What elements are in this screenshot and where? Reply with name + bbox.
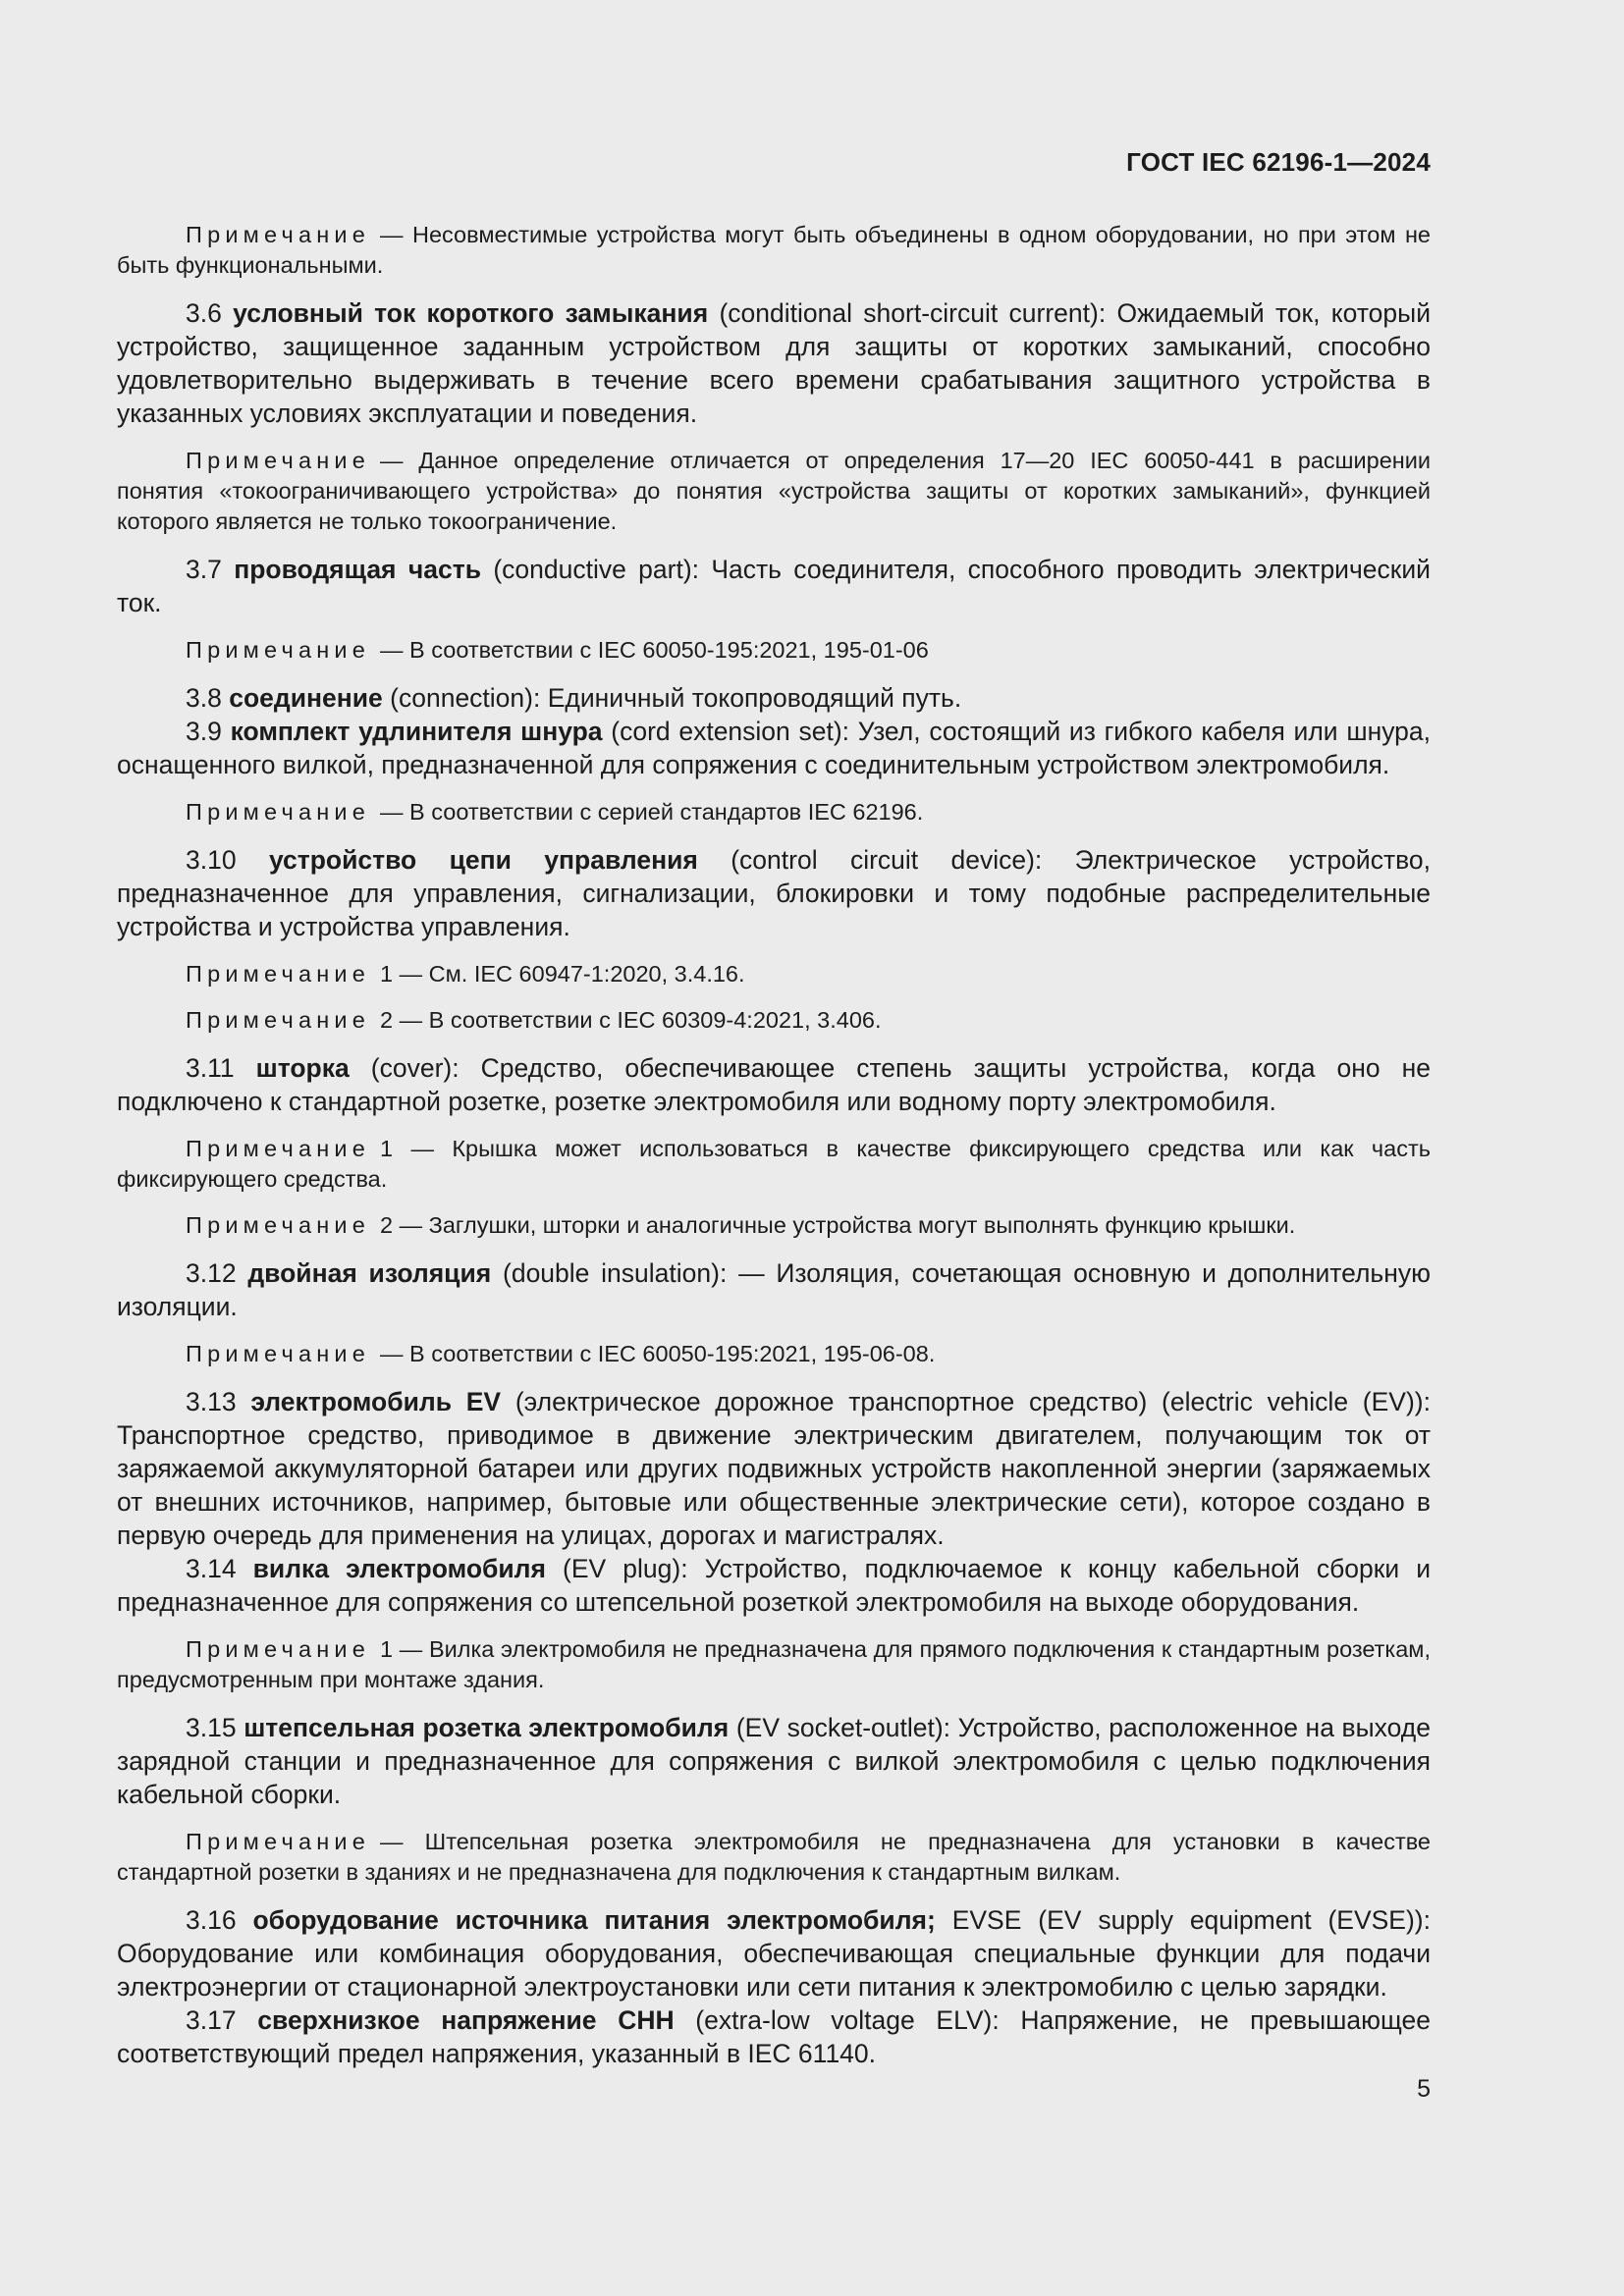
- note-label: Примечание: [186, 961, 371, 987]
- note-label: Примечание: [186, 1136, 371, 1161]
- note-paragraph: [117, 1339, 1431, 1369]
- definition-text: (conductive part): Часть соединителя, способного проводить электрический ток.: [117, 555, 1431, 617]
- clause-number: 3.10: [186, 845, 237, 875]
- note-text: — Данное определение отличается от определения 17—20 IEC 60050-441 в расширении понятия «токоограничивающего устройства» до понятия «устройства защиты от коротких замыканий», функцией которого является не только токоограничение.: [117, 448, 1431, 534]
- clause-number: 3.16: [186, 1905, 237, 1935]
- note-label: Примечание: [186, 799, 371, 825]
- defined-term: комплект удлинителя шнура: [230, 717, 603, 746]
- note-paragraph: [117, 797, 1431, 828]
- note-label: Примечание: [186, 1829, 371, 1854]
- clause-number: 3.15: [186, 1713, 237, 1742]
- definition-paragraph: [117, 843, 1431, 943]
- clause-number: 3.8: [186, 683, 222, 713]
- note-label: Примечание: [186, 637, 371, 663]
- defined-term: штепсельная розетка электромобиля: [244, 1713, 730, 1742]
- definition-paragraph: [117, 1903, 1431, 2003]
- note-text: — Несовместимые устройства могут быть объединены в одном оборудовании, но при этом не быть функциональными.: [117, 222, 1431, 278]
- defined-term: соединение: [229, 683, 383, 713]
- definition-paragraph: [117, 1552, 1431, 1619]
- note-paragraph: [117, 220, 1431, 281]
- definition-text: (connection): Единичный токопроводящий путь.: [390, 683, 962, 713]
- note-label: Примечание: [186, 1341, 371, 1366]
- note-label: Примечание: [186, 1212, 371, 1238]
- definition-paragraph: [117, 296, 1431, 430]
- note-paragraph: [117, 446, 1431, 537]
- definition-paragraph: [117, 1051, 1431, 1118]
- note-text: — Вилка электромобиля не предназначена для прямого подключения к стандартным розеткам, предусмотренным при монтаже здания.: [117, 1636, 1431, 1692]
- clause-number: 3.11: [186, 1053, 235, 1083]
- defined-term: электромобиль EV: [250, 1387, 502, 1416]
- document-body: [117, 220, 1431, 2070]
- note-text: — В соответствии с IEC 60309-4:2021, 3.406.: [399, 1007, 882, 1033]
- note-paragraph: [117, 959, 1431, 989]
- note-number: 1: [380, 961, 394, 987]
- note-number: 2: [380, 1212, 394, 1238]
- note-paragraph: [117, 1634, 1431, 1695]
- clause-number: 3.9: [186, 717, 222, 746]
- note-label: Примечание: [186, 1007, 371, 1033]
- note-paragraph: [117, 635, 1431, 666]
- definition-paragraph: [117, 681, 1431, 715]
- defined-term: устройство цепи управления: [268, 845, 698, 875]
- note-number: 1: [380, 1136, 394, 1161]
- note-label: Примечание: [186, 1636, 371, 1662]
- definition-text: (EV socket-outlet): Устройство, расположенное на выходе зарядной станции и предназначенное для сопряжения с вилкой электромобиля с целью подключения кабельной сборки.: [117, 1713, 1431, 1809]
- defined-term: проводящая часть: [234, 555, 481, 584]
- note-paragraph: [117, 1005, 1431, 1036]
- definition-text: (conditional short-circuit current): Ожидаемый ток, который устройство, защищенное заданным устройством для защиты от коротких замыканий, способно удовлетворительно выдерживать в течение всего времени срабатывания защитного устройства в указанных условиях эксплуатации и поведения.: [117, 298, 1432, 428]
- note-text: — В соответствии с серией стандартов IEC 62196.: [380, 799, 924, 825]
- definition-paragraph: [117, 1711, 1431, 1811]
- clause-number: 3.14: [186, 1554, 237, 1583]
- definition-text: (электрическое дорожное транспортное средство) (electric vehicle (EV)): Транспортное средство, приводимое в движение электрическим двигателем, получающим ток от заряжаемой аккумуляторной батареи или других подвижных устройств накопленной энергии (заряжаемых от внешних источников, например, бытовые или общественные электрические сети), которое создано в первую очередь для применения на улицах, дорогах и магистралях.: [117, 1387, 1431, 1550]
- definition-text: (cord extension set): Узел, состоящий из гибкого кабеля или шнура, оснащенного вилкой, предназначенной для сопряжения с соединительным устройством электромобиля.: [117, 717, 1431, 779]
- defined-term: шторка: [255, 1053, 350, 1083]
- definition-text: (control circuit device): Электрическое устройство, предназначенное для управления, сигнализации, блокировки и тому подобные распределительные устройства и устройства управления.: [117, 845, 1431, 941]
- definition-text: EVSE (EV supply equipment (EVSE)): Оборудование или комбинация оборудования, обеспечивающая специальные функции для подачи электроэнергии от стационарной электроустановки или сети питания к электромобилю с целью зарядки.: [117, 1905, 1431, 2002]
- note-text: — Штепсельная розетка электромобиля не предназначена для установки в качестве стандартной розетки в зданиях и не предназначена для подключения к стандартным вилкам.: [117, 1829, 1431, 1885]
- definition-text: (EV plug): Устройство, подключаемое к концу кабельной сборки и предназначенное для сопряжения со штепсельной розеткой электромобиля на выходе оборудования.: [117, 1554, 1431, 1617]
- page-number: 5: [1417, 2075, 1431, 2103]
- defined-term: вилка электромобиля: [252, 1554, 546, 1583]
- clause-number: 3.7: [186, 555, 222, 584]
- document-header: ГОСТ IEC 62196-1—2024: [1126, 147, 1431, 177]
- definition-text: (extra-low voltage ELV): Напряжение, не превышающее соответствующий предел напряжения, указанный в IEC 61140.: [117, 2005, 1431, 2068]
- note-text: — В соответствии с IEC 60050-195:2021, 195-01-06: [380, 637, 929, 663]
- definition-paragraph: [117, 715, 1431, 781]
- definition-paragraph: [117, 1385, 1431, 1552]
- note-label: Примечание: [186, 222, 371, 247]
- clause-number: 3.12: [186, 1258, 237, 1288]
- defined-term: оборудование источника питания электромобиля;: [252, 1905, 936, 1935]
- note-text: — Крышка может использоваться в качестве фиксирующего средства или как часть фиксирующего средства.: [117, 1136, 1432, 1192]
- note-text: — См. IEC 60947-1:2020, 3.4.16.: [399, 961, 745, 987]
- note-paragraph: [117, 1134, 1431, 1195]
- note-number: 2: [380, 1007, 394, 1033]
- clause-number: 3.6: [186, 298, 222, 328]
- note-label: Примечание: [186, 448, 371, 473]
- definition-text: (cover): Средство, обеспечивающее степень защиты устройства, когда оно не подключено к стандартной розетке, розетке электромобиля или водному порту электромобиля.: [117, 1053, 1432, 1116]
- clause-number: 3.17: [186, 2005, 237, 2035]
- defined-term: двойная изоляция: [247, 1258, 492, 1288]
- note-paragraph: [117, 1210, 1431, 1241]
- definition-paragraph: [117, 1256, 1431, 1323]
- defined-term: сверхнизкое напряжение СНН: [257, 2005, 675, 2035]
- definition-paragraph: [117, 553, 1431, 619]
- clause-number: 3.13: [186, 1387, 237, 1416]
- definition-paragraph: [117, 2003, 1431, 2070]
- note-text: — В соответствии с IEC 60050-195:2021, 195-06-08.: [380, 1341, 936, 1366]
- note-text: — Заглушки, шторки и аналогичные устройства могут выполнять функцию крышки.: [399, 1212, 1296, 1238]
- definition-text: (double insulation): — Изоляция, сочетающая основную и дополнительную изоляции.: [117, 1258, 1431, 1321]
- note-paragraph: [117, 1827, 1431, 1888]
- note-number: 1: [380, 1636, 394, 1662]
- defined-term: условный ток короткого замыкания: [233, 298, 709, 328]
